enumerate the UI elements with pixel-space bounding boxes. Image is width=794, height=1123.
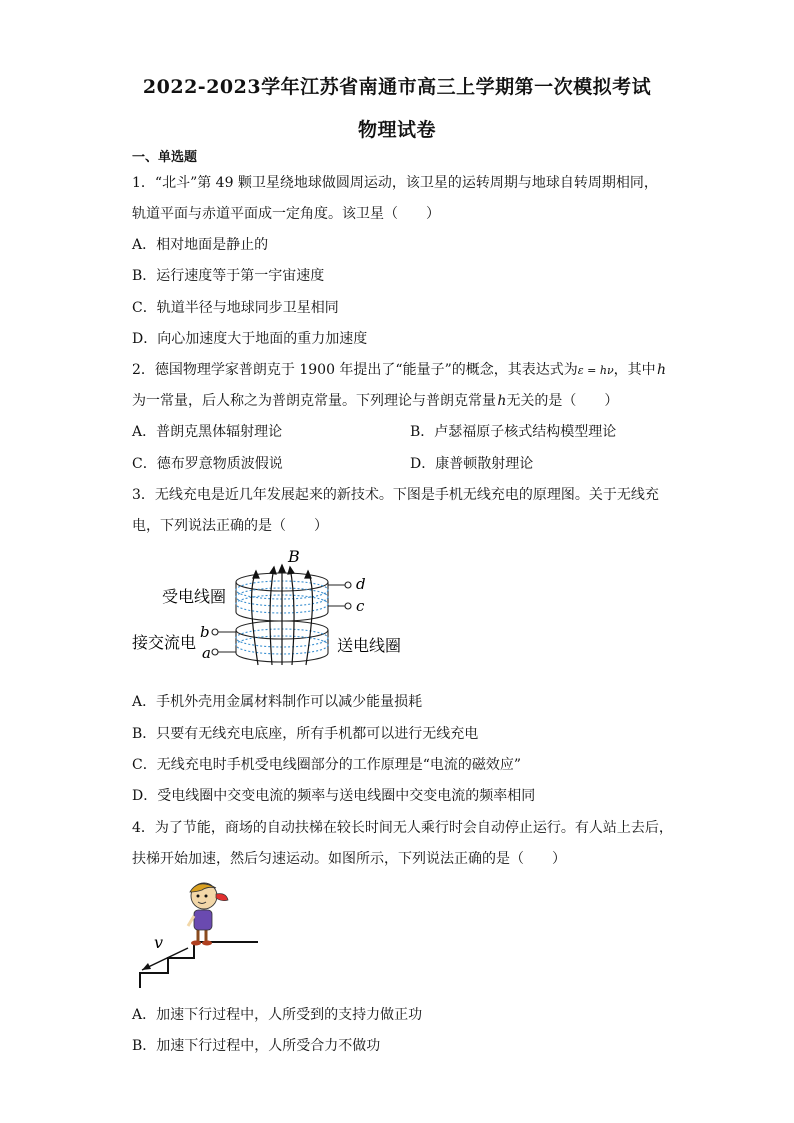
q2-stem-text-c: 为一常量，后人称之为普朗克常量。下列理论与普朗克常量 — [132, 393, 496, 409]
q1-option-d[interactable]: D．向心加速度大于地面的重力加速度 — [132, 331, 368, 347]
q2-stem-line1 — [132, 359, 666, 379]
q4-stem-line2: 扶梯开始加速，然后匀速运动。如图所示，下列说法正确的是（ ） — [132, 851, 566, 867]
section-heading: 一、单选题 — [132, 150, 198, 165]
q2-stem-line2 — [132, 390, 618, 410]
label-ac-input: 接交流电 — [132, 633, 197, 652]
q2-option-c[interactable]: C．德布罗意物质波假说 — [132, 456, 283, 472]
q2-option-d[interactable]: D．康普顿散射理论 — [410, 456, 534, 472]
q2-symbol-h: h — [657, 362, 667, 378]
q1-stem-line2: 轨道平面与赤道平面成一定角度。该卫星（ ） — [132, 206, 440, 222]
label-send-coil: 送电线圈 — [337, 636, 402, 655]
q2-option-b[interactable]: B．卢瑟福原子核式结构模型理论 — [410, 424, 617, 440]
q3-option-a[interactable]: A．手机外壳用金属材料制作可以减少能量损耗 — [132, 694, 423, 710]
label-terminal-a: a — [202, 644, 211, 662]
escalator-diagram — [132, 878, 272, 990]
q1-option-b[interactable]: B．运行速度等于第一宇宙速度 — [132, 268, 325, 284]
page-title: 2022-2023学年江苏省南通市高三上学期第一次模拟考试 — [142, 76, 652, 98]
q1-option-c[interactable]: C．轨道半径与地球同步卫星相同 — [132, 300, 339, 316]
q1-option-a[interactable]: A．相对地面是静止的 — [132, 237, 269, 253]
q3-option-d[interactable]: D．受电线圈中交变电流的频率与送电线圈中交变电流的频率相同 — [132, 788, 536, 804]
q2-stem-text-d: 无关的是（ ） — [506, 393, 619, 409]
q3-stem-line1: 3．无线充电是近几年发展起来的新技术。下图是手机无线充电的原理图。关于无线充 — [132, 487, 659, 503]
q1-stem-line1: 1．“北斗”第 49 颗卫星绕地球做圆周运动，该卫星的运转周期与地球自转周期相同， — [132, 175, 658, 191]
q2-formula: ε = hν — [577, 364, 614, 377]
label-terminal-d: d — [356, 575, 366, 593]
page-subtitle: 物理试卷 — [357, 119, 436, 141]
label-b-field: B — [288, 547, 300, 566]
q3-option-b[interactable]: B．只要有无线充电底座，所有手机都可以进行无线充电 — [132, 726, 479, 742]
q4-option-a[interactable]: A．加速下行过程中，人所受到的支持力做正功 — [132, 1007, 423, 1023]
label-receive-coil: 受电线圈 — [162, 587, 227, 606]
q4-option-b[interactable]: B．加速下行过程中，人所受合力不做功 — [132, 1038, 381, 1054]
label-velocity: v — [154, 933, 164, 952]
label-terminal-b: b — [200, 623, 210, 641]
magnetic-field-lines-icon — [252, 565, 313, 665]
q2-symbol-h2: h — [497, 393, 507, 409]
q3-option-c[interactable]: C．无线充电时手机受电线圈部分的工作原理是“电流的磁效应” — [132, 757, 522, 773]
person-icon — [188, 883, 228, 946]
q2-option-a[interactable]: A．普朗克黑体辐射理论 — [132, 424, 283, 440]
label-terminal-c: c — [356, 597, 365, 615]
q2-stem-text-a: 2．德国物理学家普朗克于 1900 年提出了“能量子”的概念，其表达式为 — [132, 362, 578, 378]
q4-stem-line1: 4．为了节能，商场的自动扶梯在较长时间无人乘行时会自动停止运行。有人站上去后， — [132, 820, 673, 836]
wireless-charging-diagram — [132, 545, 422, 670]
q2-stem-text-b: ，其中 — [613, 362, 656, 378]
q3-stem-line2: 电，下列说法正确的是（ ） — [132, 518, 328, 534]
